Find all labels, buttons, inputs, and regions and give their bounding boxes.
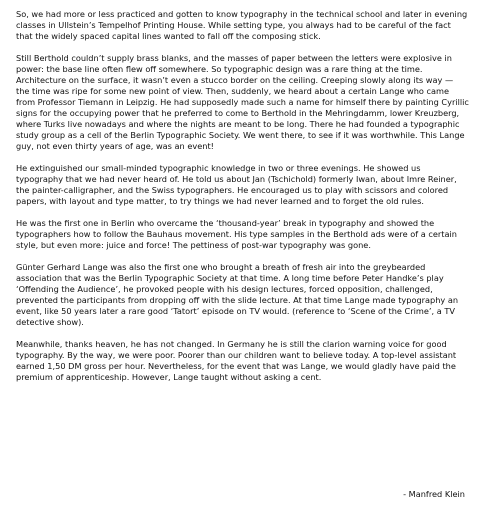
paragraph-5: Günter Gerhard Lange was also the first one who brought a breath of fresh air into the greybearded association that was the Berlin Typographic Society at that time. A long time before Peter Handke’s play ‘Offending the Audience’, he provoked people with his design lectures, forced opposition, challenged, prevented the participants from dropping off with the slide lecture. At that time Lange made typography an event, like 50 years later a rare good ‘Tatort’ episode on TV would. (reference to ‘Scene of the Crime’, a TV detective show). bbox=[16, 262, 459, 327]
paragraph-6: Meanwhile, thanks heaven, he has not changed. In Germany he is still the clarion warning voice for good typography. By the way, we were poor. Poorer than our children want to believe today. A top-level assistant earned 1,50 DM gross per hour. Nevertheless, for the event that was Lange, we would gladly have paid the premium of apprenticeship. However, Lange taught without asking a cent. bbox=[16, 339, 457, 382]
paragraph-3: He extinguished our small-minded typographic knowledge in two or three evenings. He showed us typography that we had never heard of. He told us about Jan (Tschichold) formerly Iwan, about Imre Reiner, the painter-calligrapher, and the Swiss typographers. He encouraged us to play with scissors and colored papers, with layout and type matter, to try things we had never learned and to forget the old rules. bbox=[16, 163, 457, 206]
paragraph-1: So, we had more or less practiced and gotten to know typography in the technical school and later in evening classes in Ullstein’s Tempelhof Printing House. While setting type, you always had to be careful of the fact that the widely spaced capital lines wanted to fall off the composing stick. bbox=[16, 9, 468, 41]
author-signature: - Manfred Klein bbox=[403, 489, 465, 499]
paragraph-2: Still Berthold couldn’t supply brass blanks, and the masses of paper between the letters were explosive in power: the base line often flew off somewhere. So typographic design was a rare thing at the time. Architecture on the surface, it wasn’t even a stucco border on the ceiling. Creeping slowly along its way — the time was ripe for some new point of view. Then, suddenly, we heard about a certain Lange who came from Professor Tiemann in Leipzig. He had supposedly made such a name for himself there by painting Cyrillic signs for the occupying power that he preferred to come to Berthold in the Mehringdamm, lower Kreuzberg, where Turks live nowadays and where the nights are meant to be long. There he had founded a typographic study group as a cell of the Berlin Typographic Society. We went there, to see if it was worthwhile. This Lange guy, not even thirty years of age, was an event! bbox=[16, 53, 469, 151]
paragraph-4: He was the first one in Berlin who overcame the ‘thousand-year’ break in typography and showed the typographers how to follow the Bauhaus movement. His type samples in the Berthold ads were of a certain style, but even more: juice and force! The pettiness of post-war typography was gone. bbox=[16, 218, 457, 250]
